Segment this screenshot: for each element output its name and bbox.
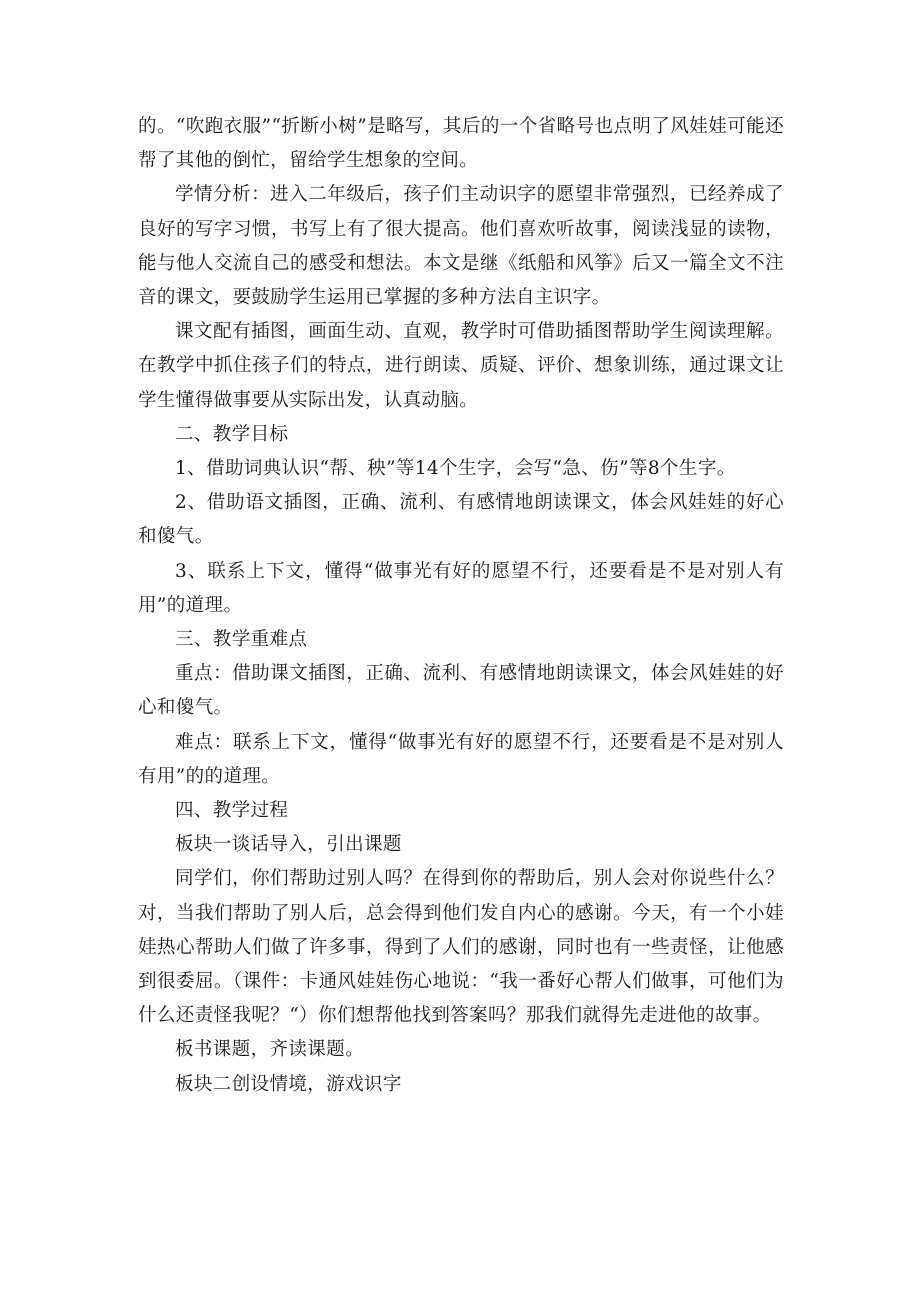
board-title-note: 板书课题，齐读课题。 <box>175 1039 365 1061</box>
difficult-point: 难点：联系上下文，懂得“做事光有好的愿望不行，还要看是不是对别人有用”的的道理。 <box>138 731 784 787</box>
paragraph-intro-continued: 的。“吹跑衣服”“折断小树”是略写，其后的一个省略号也点明了风娃娃可能还帮了其他的倒忙，留给学生想象的空间。 <box>138 116 784 172</box>
section-one-body: 同学们，你们帮助过别人吗？在得到你的帮助后，别人会对你说些什么？对，当我们帮助了别人后，总会得到他们发自内心的感谢。今天，有一个小娃娃热心帮助人们做了许多事，得到了人们的感谢，同时也有一些责怪，让他感到很委屈。（课件：卡通风娃娃伤心地说：“我一番好心帮人们做事，可他们为什么还责怪我呢？“）你们想帮他找到答案吗？那我们就得先走进他的故事。 <box>138 868 784 1027</box>
section-two-title: 板块二创设情境，游戏识字 <box>175 1073 402 1095</box>
heading-key-difficult-points: 三、教学重难点 <box>175 629 308 651</box>
heading-teaching-goals: 二、教学目标 <box>175 423 289 445</box>
section-one-title: 板块一谈话导入，引出课题 <box>175 834 402 856</box>
goal-item-1: 1、借助词典认识“帮、秧”等14个生字，会写“急、伤”等8个生字。 <box>175 458 736 480</box>
document-body <box>138 110 784 1102</box>
paragraph-illustration-note: 课文配有插图，画面生动、直观，教学时可借助插图帮助学生阅读理解。在教学中抓住孩子们的特点，进行朗读、质疑、评价、想象训练，通过课文让学生懂得做事要从实际出发，认真动脑。 <box>138 321 784 411</box>
paragraph-learner-analysis: 学情分析：进入二年级后，孩子们主动识字的愿望非常强烈，已经养成了良好的写字习惯，书写上有了很大提高。他们喜欢听故事，阅读浅显的读物，能与他人交流自己的感受和想法。本文是继《纸船和风筝》后又一篇全文不注音的课文，要鼓励学生运用已掌握的多种方法自主识字。 <box>138 184 784 309</box>
goal-item-3: 3、联系上下文，懂得“做事光有好的愿望不行，还要看是不是对别人有用”的道理。 <box>138 560 784 616</box>
goal-item-2: 2、借助语文插图，正确、流利、有感情地朗读课文，体会风娃娃的好心和傻气。 <box>138 492 784 548</box>
heading-teaching-process: 四、教学过程 <box>175 800 289 822</box>
key-point: 重点：借助课文插图，正确、流利、有感情地朗读课文，体会风娃娃的好心和傻气。 <box>138 663 784 719</box>
